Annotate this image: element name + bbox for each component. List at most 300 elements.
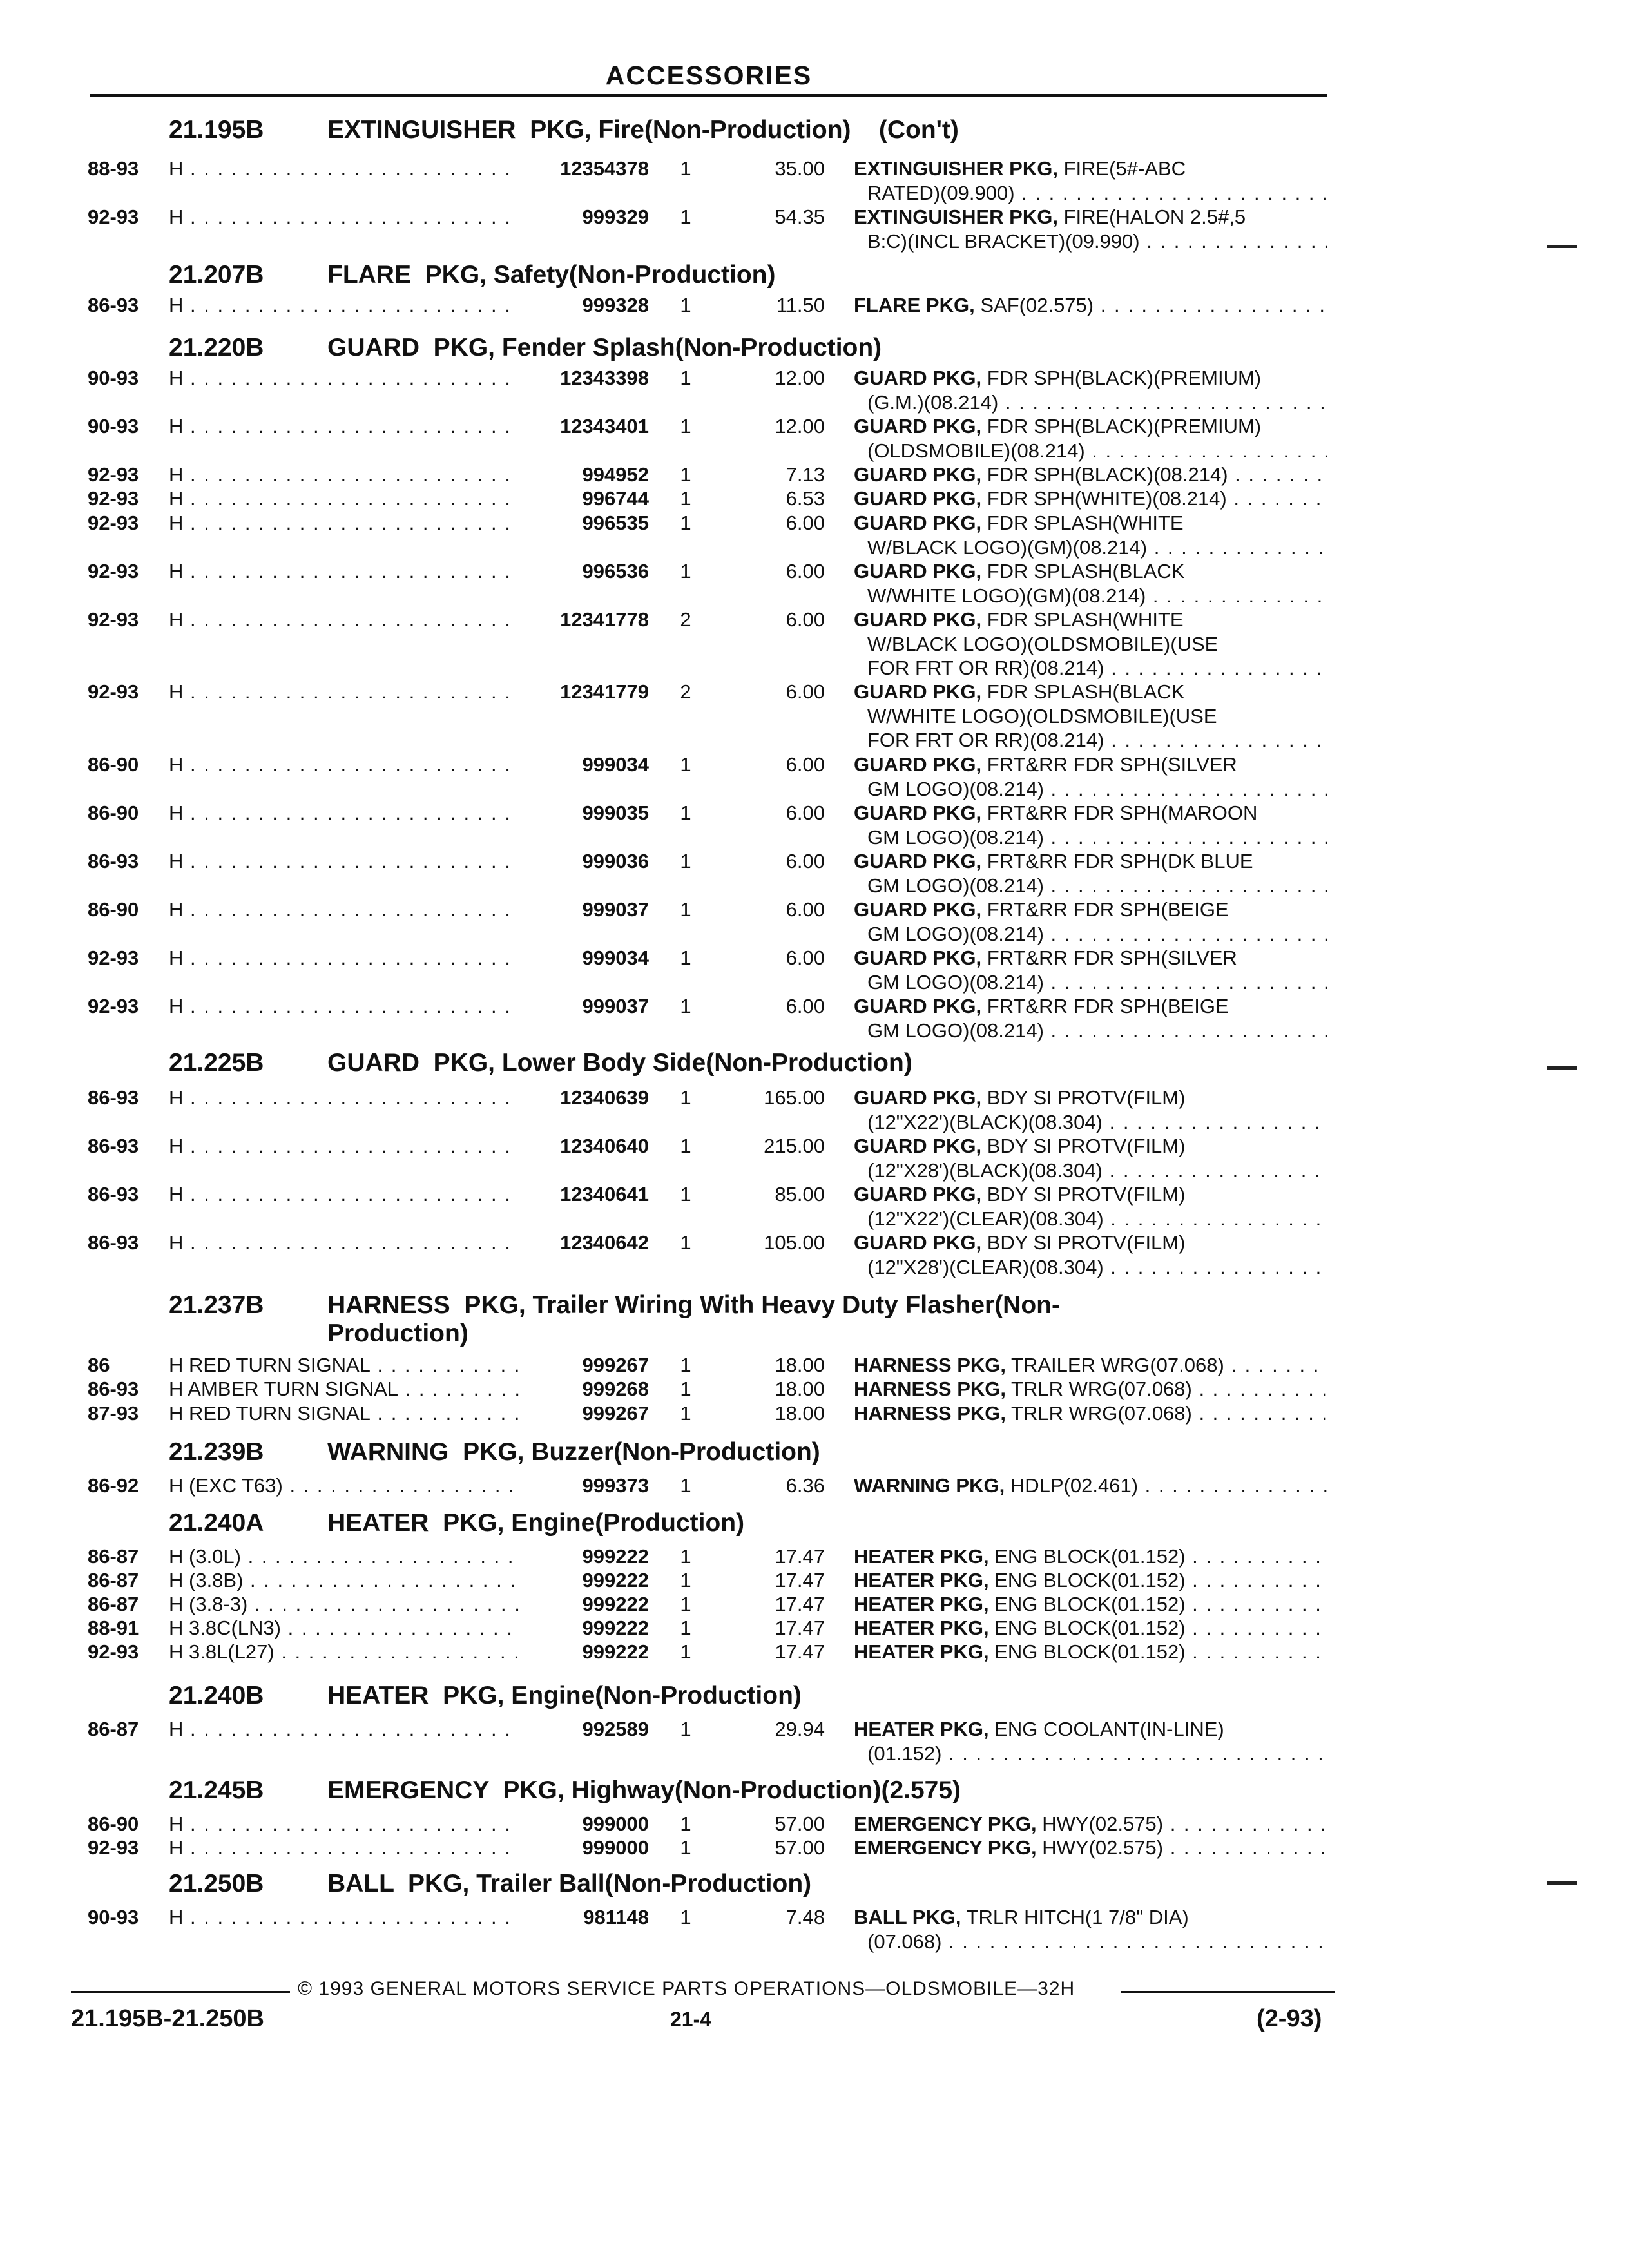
part-number: 999222 [582, 1593, 649, 1615]
footer-section-range: 21.195B-21.250B [71, 2005, 264, 2032]
part-name: GUARD PKG, [854, 898, 982, 921]
model-years: 92-93 [88, 463, 139, 486]
model-years: 90-93 [88, 367, 139, 389]
part-row [0, 849, 1629, 874]
part-number: 999267 [582, 1402, 649, 1425]
price: 165.00 [764, 1086, 825, 1109]
application: H . . . [169, 559, 520, 584]
part-row-continuation [0, 1930, 1629, 1954]
part-spec: FIRE(5#-ABC [1063, 157, 1186, 180]
part-name: GUARD PKG, [854, 487, 982, 510]
part-spec: SAF(02.575) [980, 294, 1094, 316]
part-number: 999037 [582, 898, 649, 921]
application: H . . . [169, 1836, 520, 1860]
part-description [854, 414, 1327, 439]
part-row [0, 680, 1629, 704]
description-continuation: (12"X22')(BLACK)(08.304) . . . [867, 1110, 1327, 1135]
section-heading [169, 1049, 1410, 1081]
part-row-continuation [0, 1207, 1629, 1231]
part-row [0, 801, 1629, 825]
part-name: GUARD PKG, [854, 560, 982, 582]
application: H 3.8L(L27) . . . [169, 1640, 520, 1664]
part-description [854, 946, 1327, 970]
part-description [854, 898, 1327, 922]
quantity: 1 [680, 463, 691, 486]
description-continuation: W/WHITE LOGO)(GM)(08.214) . . . [867, 584, 1327, 608]
model-years: 90-93 [88, 1906, 139, 1928]
part-spec: BDY SI PROTV(FILM) [987, 1231, 1186, 1254]
part-row-continuation [0, 656, 1629, 680]
description-continuation: B:C)(INCL BRACKET)(09.990) . . . [867, 229, 1327, 254]
section-title: GUARD PKG, Lower Body Side(Non-Production) [327, 1049, 912, 1077]
part-row-continuation [0, 728, 1629, 753]
model-years: 86-93 [88, 1183, 139, 1206]
section-title: BALL PKG, Trailer Ball(Non-Production) [327, 1870, 812, 1898]
part-spec: BDY SI PROTV(FILM) [987, 1086, 1186, 1109]
section-title: FLARE PKG, Safety(Non-Production) [327, 261, 776, 289]
part-row-continuation [0, 1158, 1629, 1183]
part-number: 12341779 [560, 680, 649, 703]
application: H . . . [169, 293, 520, 318]
part-row-continuation [0, 970, 1629, 995]
price: 17.47 [775, 1569, 825, 1591]
description-continuation: W/WHITE LOGO)(OLDSMOBILE)(USE [867, 704, 1217, 727]
quantity: 1 [680, 367, 691, 389]
model-years: 92-93 [88, 487, 139, 510]
part-name: GUARD PKG, [854, 608, 982, 631]
application: H . . . [169, 753, 520, 777]
price: 12.00 [775, 367, 825, 389]
page-title: ACCESSORIES [605, 61, 813, 90]
description-continuation: GM LOGO)(08.214) . . . [867, 874, 1327, 898]
description-continuation: FOR FRT OR RR)(08.214) . . . [867, 656, 1327, 680]
part-row [0, 994, 1629, 1019]
quantity: 1 [680, 1812, 691, 1835]
part-row [0, 1717, 1629, 1742]
part-spec: FDR SPLASH(WHITE [987, 512, 1184, 534]
price: 6.00 [786, 753, 825, 776]
price: 17.47 [775, 1545, 825, 1568]
quantity: 1 [680, 1836, 691, 1859]
part-name: GUARD PKG, [854, 1135, 982, 1157]
section-heading [169, 116, 1410, 148]
footer-copyright: © 1993 GENERAL MOTORS SERVICE PARTS OPERATIONS—OLDSMOBILE—32H [298, 1978, 1075, 1999]
description-continuation: RATED)(09.900) . . . [867, 181, 1327, 206]
model-years: 86-90 [88, 1812, 139, 1835]
part-row [0, 1616, 1629, 1640]
description-continuation: (01.152) . . . [867, 1742, 1327, 1766]
part-description [854, 559, 1327, 584]
part-name: HEATER PKG, [854, 1617, 989, 1639]
part-number: 12340640 [560, 1135, 649, 1157]
part-name: GUARD PKG, [854, 512, 982, 534]
part-row [0, 511, 1629, 535]
part-row-continuation [0, 439, 1629, 463]
part-spec: FDR SPLASH(BLACK [987, 680, 1185, 703]
section-heading [169, 1682, 1410, 1714]
part-spec: FDR SPH(BLACK)(PREMIUM) [987, 415, 1262, 437]
price: 6.00 [786, 560, 825, 582]
application: H AMBER TURN SIGNAL . . . [169, 1377, 520, 1401]
part-description [854, 680, 1327, 704]
part-spec: FRT&RR FDR SPH(SILVER [987, 753, 1237, 776]
application: H . . . [169, 849, 520, 874]
part-row [0, 1544, 1629, 1569]
part-number: 12343398 [560, 367, 649, 389]
description-continuation: GM LOGO)(08.214) . . . [867, 777, 1327, 802]
price: 6.00 [786, 802, 825, 824]
quantity: 1 [680, 1593, 691, 1615]
quantity: 1 [680, 850, 691, 872]
part-spec: ENG BLOCK(01.152) [994, 1593, 1186, 1615]
part-description [854, 994, 1327, 1019]
application: H 3.8C(LN3) . . . [169, 1616, 520, 1640]
part-row [0, 608, 1629, 632]
model-years: 86-93 [88, 1135, 139, 1157]
application: H . . . [169, 1812, 520, 1836]
part-number: 999328 [582, 294, 649, 316]
part-row [0, 946, 1629, 970]
quantity: 2 [680, 680, 691, 703]
part-description [854, 205, 1327, 229]
part-name: EXTINGUISHER PKG, [854, 157, 1058, 180]
part-number: 999000 [582, 1836, 649, 1859]
part-row [0, 1377, 1629, 1401]
quantity: 1 [680, 560, 691, 582]
application: H . . . [169, 511, 520, 535]
part-spec: TRLR WRG(07.068) [1011, 1378, 1192, 1400]
part-row [0, 1592, 1629, 1617]
part-number: 12340642 [560, 1231, 649, 1254]
section-code: 21.240A [169, 1509, 264, 1537]
application: H . . . [169, 1086, 520, 1110]
section-code: 21.195B [169, 116, 264, 144]
application: H . . . [169, 414, 520, 439]
part-name: GUARD PKG, [854, 995, 982, 1017]
application: H (EXC T63) . . . [169, 1474, 520, 1498]
model-years: 92-93 [88, 512, 139, 534]
section-heading [169, 1509, 1410, 1541]
price: 57.00 [775, 1812, 825, 1835]
quantity: 2 [680, 608, 691, 631]
part-description [854, 1086, 1327, 1110]
part-spec: FDR SPLASH(BLACK [987, 560, 1185, 582]
model-years: 90-93 [88, 415, 139, 437]
application: H . . . [169, 946, 520, 970]
section-title: HARNESS PKG, Trailer Wiring With Heavy Duty Flasher(Non- Production) [327, 1291, 1060, 1347]
part-name: GUARD PKG, [854, 415, 982, 437]
part-spec: TRAILER WRG(07.068) [1011, 1354, 1224, 1376]
model-years: 86-90 [88, 753, 139, 776]
part-row [0, 898, 1629, 922]
part-description [854, 801, 1327, 825]
part-number: 999222 [582, 1640, 649, 1663]
application: H . . . [169, 801, 520, 825]
part-name: HEATER PKG, [854, 1569, 989, 1591]
part-description [854, 1401, 1327, 1426]
price: 17.47 [775, 1640, 825, 1663]
section-heading [169, 1438, 1410, 1470]
section-title: WARNING PKG, Buzzer(Non-Production) [327, 1438, 820, 1466]
part-number: 992589 [582, 1718, 649, 1740]
section-code: 21.220B [169, 334, 264, 361]
part-spec: FDR SPH(BLACK)(08.214) [987, 463, 1228, 486]
part-description [854, 1377, 1327, 1401]
part-number: 999329 [582, 206, 649, 228]
model-years: 86-87 [88, 1718, 139, 1740]
part-row-continuation [0, 825, 1629, 850]
model-years: 86-87 [88, 1593, 139, 1615]
section-heading [169, 1776, 1410, 1809]
model-years: 92-93 [88, 947, 139, 969]
section-code: 21.239B [169, 1438, 264, 1466]
price: 18.00 [775, 1402, 825, 1425]
quantity: 1 [680, 995, 691, 1017]
model-years: 92-93 [88, 995, 139, 1017]
part-description [854, 1182, 1327, 1207]
margin-tick [1547, 245, 1577, 248]
part-description [854, 1568, 1327, 1593]
model-years: 86-93 [88, 1231, 139, 1254]
part-spec: FRT&RR FDR SPH(BEIGE [987, 898, 1229, 921]
part-spec: TRLR WRG(07.068) [1011, 1402, 1192, 1425]
part-row-continuation [0, 1742, 1629, 1766]
part-row-continuation [0, 1110, 1629, 1135]
part-row [0, 559, 1629, 584]
price: 17.47 [775, 1593, 825, 1615]
part-row [0, 1905, 1629, 1930]
description-continuation: GM LOGO)(08.214) . . . [867, 922, 1327, 947]
application: H . . . [169, 366, 520, 390]
price: 12.00 [775, 415, 825, 437]
part-name: BALL PKG, [854, 1906, 961, 1928]
part-row [0, 1134, 1629, 1158]
model-years: 86-90 [88, 802, 139, 824]
part-description [854, 1836, 1327, 1860]
price: 7.48 [786, 1906, 825, 1928]
part-name: GUARD PKG, [854, 753, 982, 776]
part-description [854, 753, 1327, 777]
part-description [854, 486, 1327, 511]
part-description [854, 1231, 1327, 1255]
section-title: HEATER PKG, Engine(Production) [327, 1509, 745, 1537]
part-description [854, 1353, 1327, 1378]
part-row-continuation [0, 390, 1629, 415]
part-row-continuation [0, 632, 1629, 657]
section-title: GUARD PKG, Fender Splash(Non-Production) [327, 334, 882, 361]
part-row-continuation [0, 777, 1629, 802]
part-row [0, 1401, 1629, 1426]
part-description [854, 849, 1327, 874]
price: 6.53 [786, 487, 825, 510]
part-spec: HWY(02.575) [1042, 1836, 1164, 1859]
part-spec: FDR SPH(WHITE)(08.214) [987, 487, 1227, 510]
part-name: EXTINGUISHER PKG, [854, 206, 1058, 228]
application: H RED TURN SIGNAL . . . [169, 1353, 520, 1378]
part-row [0, 1353, 1629, 1378]
part-row-continuation [0, 874, 1629, 898]
price: 57.00 [775, 1836, 825, 1859]
part-name: GUARD PKG, [854, 463, 982, 486]
part-number: 999222 [582, 1545, 649, 1568]
price: 6.00 [786, 850, 825, 872]
model-years: 86-92 [88, 1474, 139, 1497]
part-number: 999036 [582, 850, 649, 872]
description-continuation: GM LOGO)(08.214) . . . [867, 825, 1327, 850]
model-years: 88-91 [88, 1617, 139, 1639]
model-years: 92-93 [88, 1836, 139, 1859]
part-row [0, 1474, 1629, 1498]
application: H . . . [169, 1231, 520, 1255]
model-years: 86-93 [88, 1378, 139, 1400]
price: 7.13 [786, 463, 825, 486]
part-number: 999268 [582, 1378, 649, 1400]
part-number: 999000 [582, 1812, 649, 1835]
part-row-continuation [0, 535, 1629, 560]
price: 17.47 [775, 1617, 825, 1639]
part-name: HEATER PKG, [854, 1640, 989, 1663]
part-description [854, 1717, 1327, 1742]
price: 6.00 [786, 512, 825, 534]
price: 6.00 [786, 995, 825, 1017]
part-spec: HDLP(02.461) [1010, 1474, 1139, 1497]
part-row-continuation [0, 229, 1629, 254]
quantity: 1 [680, 1231, 691, 1254]
part-name: HARNESS PKG, [854, 1402, 1006, 1425]
part-spec: HWY(02.575) [1042, 1812, 1164, 1835]
part-number: 981148 [583, 1906, 649, 1928]
part-description [854, 608, 1327, 632]
part-row [0, 1812, 1629, 1836]
part-number: 12354378 [560, 157, 649, 180]
price: 85.00 [775, 1183, 825, 1206]
part-spec: ENG BLOCK(01.152) [994, 1640, 1186, 1663]
footer-rule-right [1121, 1991, 1335, 1993]
part-spec: BDY SI PROTV(FILM) [987, 1135, 1186, 1157]
price: 11.50 [776, 294, 825, 316]
section-code: 21.250B [169, 1870, 264, 1898]
model-years: 92-93 [88, 560, 139, 582]
footer-page-number: 21-4 [670, 2008, 712, 2031]
part-row [0, 1086, 1629, 1110]
description-continuation: (G.M.)(08.214) . . . [867, 390, 1327, 415]
part-number: 999034 [582, 753, 649, 776]
part-description [854, 1640, 1327, 1664]
part-spec: FRT&RR FDR SPH(DK BLUE [987, 850, 1253, 872]
application: H (3.8B) . . . [169, 1568, 520, 1593]
part-number: 994952 [582, 463, 649, 486]
model-years: 87-93 [88, 1402, 139, 1425]
part-spec: FRT&RR FDR SPH(MAROON [987, 802, 1258, 824]
quantity: 1 [680, 1569, 691, 1591]
application: H . . . [169, 608, 520, 632]
part-row-continuation [0, 584, 1629, 608]
section-code: 21.225B [169, 1049, 264, 1077]
quantity: 1 [680, 512, 691, 534]
part-name: GUARD PKG, [854, 1086, 982, 1109]
part-number: 996744 [582, 487, 649, 510]
price: 6.36 [786, 1474, 825, 1497]
part-number: 12341778 [560, 608, 649, 631]
part-name: EMERGENCY PKG, [854, 1812, 1037, 1835]
application: H . . . [169, 1905, 520, 1930]
application: H . . . [169, 486, 520, 511]
section-code: 21.207B [169, 261, 264, 289]
model-years: 86-93 [88, 1086, 139, 1109]
part-spec: FIRE(HALON 2.5#,5 [1063, 206, 1246, 228]
description-continuation: (12"X22')(CLEAR)(08.304) . . . [867, 1207, 1327, 1231]
model-years: 92-93 [88, 608, 139, 631]
section-heading [169, 261, 1410, 293]
part-spec: BDY SI PROTV(FILM) [987, 1183, 1186, 1206]
part-number: 12340641 [560, 1183, 649, 1206]
section-heading [169, 1870, 1410, 1902]
part-name: GUARD PKG, [854, 802, 982, 824]
description-continuation: W/BLACK LOGO)(OLDSMOBILE)(USE [867, 632, 1219, 655]
part-spec: FRT&RR FDR SPH(BEIGE [987, 995, 1229, 1017]
part-row [0, 463, 1629, 487]
quantity: 1 [680, 1640, 691, 1663]
part-name: FLARE PKG, [854, 294, 975, 316]
application: H . . . [169, 898, 520, 922]
description-continuation: (07.068) . . . [867, 1930, 1327, 1954]
description-continuation: W/BLACK LOGO)(GM)(08.214) . . . [867, 535, 1327, 560]
section-code: 21.240B [169, 1682, 264, 1709]
part-description [854, 1616, 1327, 1640]
price: 6.00 [786, 680, 825, 703]
part-row [0, 157, 1629, 181]
model-years: 86-93 [88, 850, 139, 872]
part-description [854, 1812, 1327, 1836]
part-row-continuation [0, 1255, 1629, 1280]
price: 6.00 [786, 608, 825, 631]
part-spec: ENG COOLANT(IN-LINE) [994, 1718, 1224, 1740]
model-years: 86 [88, 1354, 110, 1376]
quantity: 1 [680, 1474, 691, 1497]
quantity: 1 [680, 947, 691, 969]
quantity: 1 [680, 415, 691, 437]
part-row [0, 753, 1629, 777]
part-description [854, 1474, 1327, 1498]
application: H . . . [169, 1134, 520, 1158]
part-description [854, 1592, 1327, 1617]
model-years: 92-93 [88, 206, 139, 228]
section-heading [169, 334, 1410, 366]
quantity: 1 [680, 1617, 691, 1639]
quantity: 1 [680, 206, 691, 228]
section-heading [169, 1291, 1410, 1347]
part-name: GUARD PKG, [854, 947, 982, 969]
part-description [854, 1134, 1327, 1158]
part-row [0, 1568, 1629, 1593]
part-row [0, 414, 1629, 439]
price: 35.00 [775, 157, 825, 180]
part-name: WARNING PKG, [854, 1474, 1005, 1497]
part-name: GUARD PKG, [854, 850, 982, 872]
part-spec: FDR SPLASH(WHITE [987, 608, 1184, 631]
part-spec: FRT&RR FDR SPH(SILVER [987, 947, 1237, 969]
price: 29.94 [775, 1718, 825, 1740]
price: 105.00 [764, 1231, 825, 1254]
price: 6.00 [786, 947, 825, 969]
quantity: 1 [680, 1718, 691, 1740]
section-title: EXTINGUISHER PKG, Fire(Non-Production) (Con't) [327, 116, 959, 144]
part-number: 999035 [582, 802, 649, 824]
quantity: 1 [680, 753, 691, 776]
margin-tick [1547, 1066, 1577, 1070]
quantity: 1 [680, 802, 691, 824]
part-name: EMERGENCY PKG, [854, 1836, 1037, 1859]
